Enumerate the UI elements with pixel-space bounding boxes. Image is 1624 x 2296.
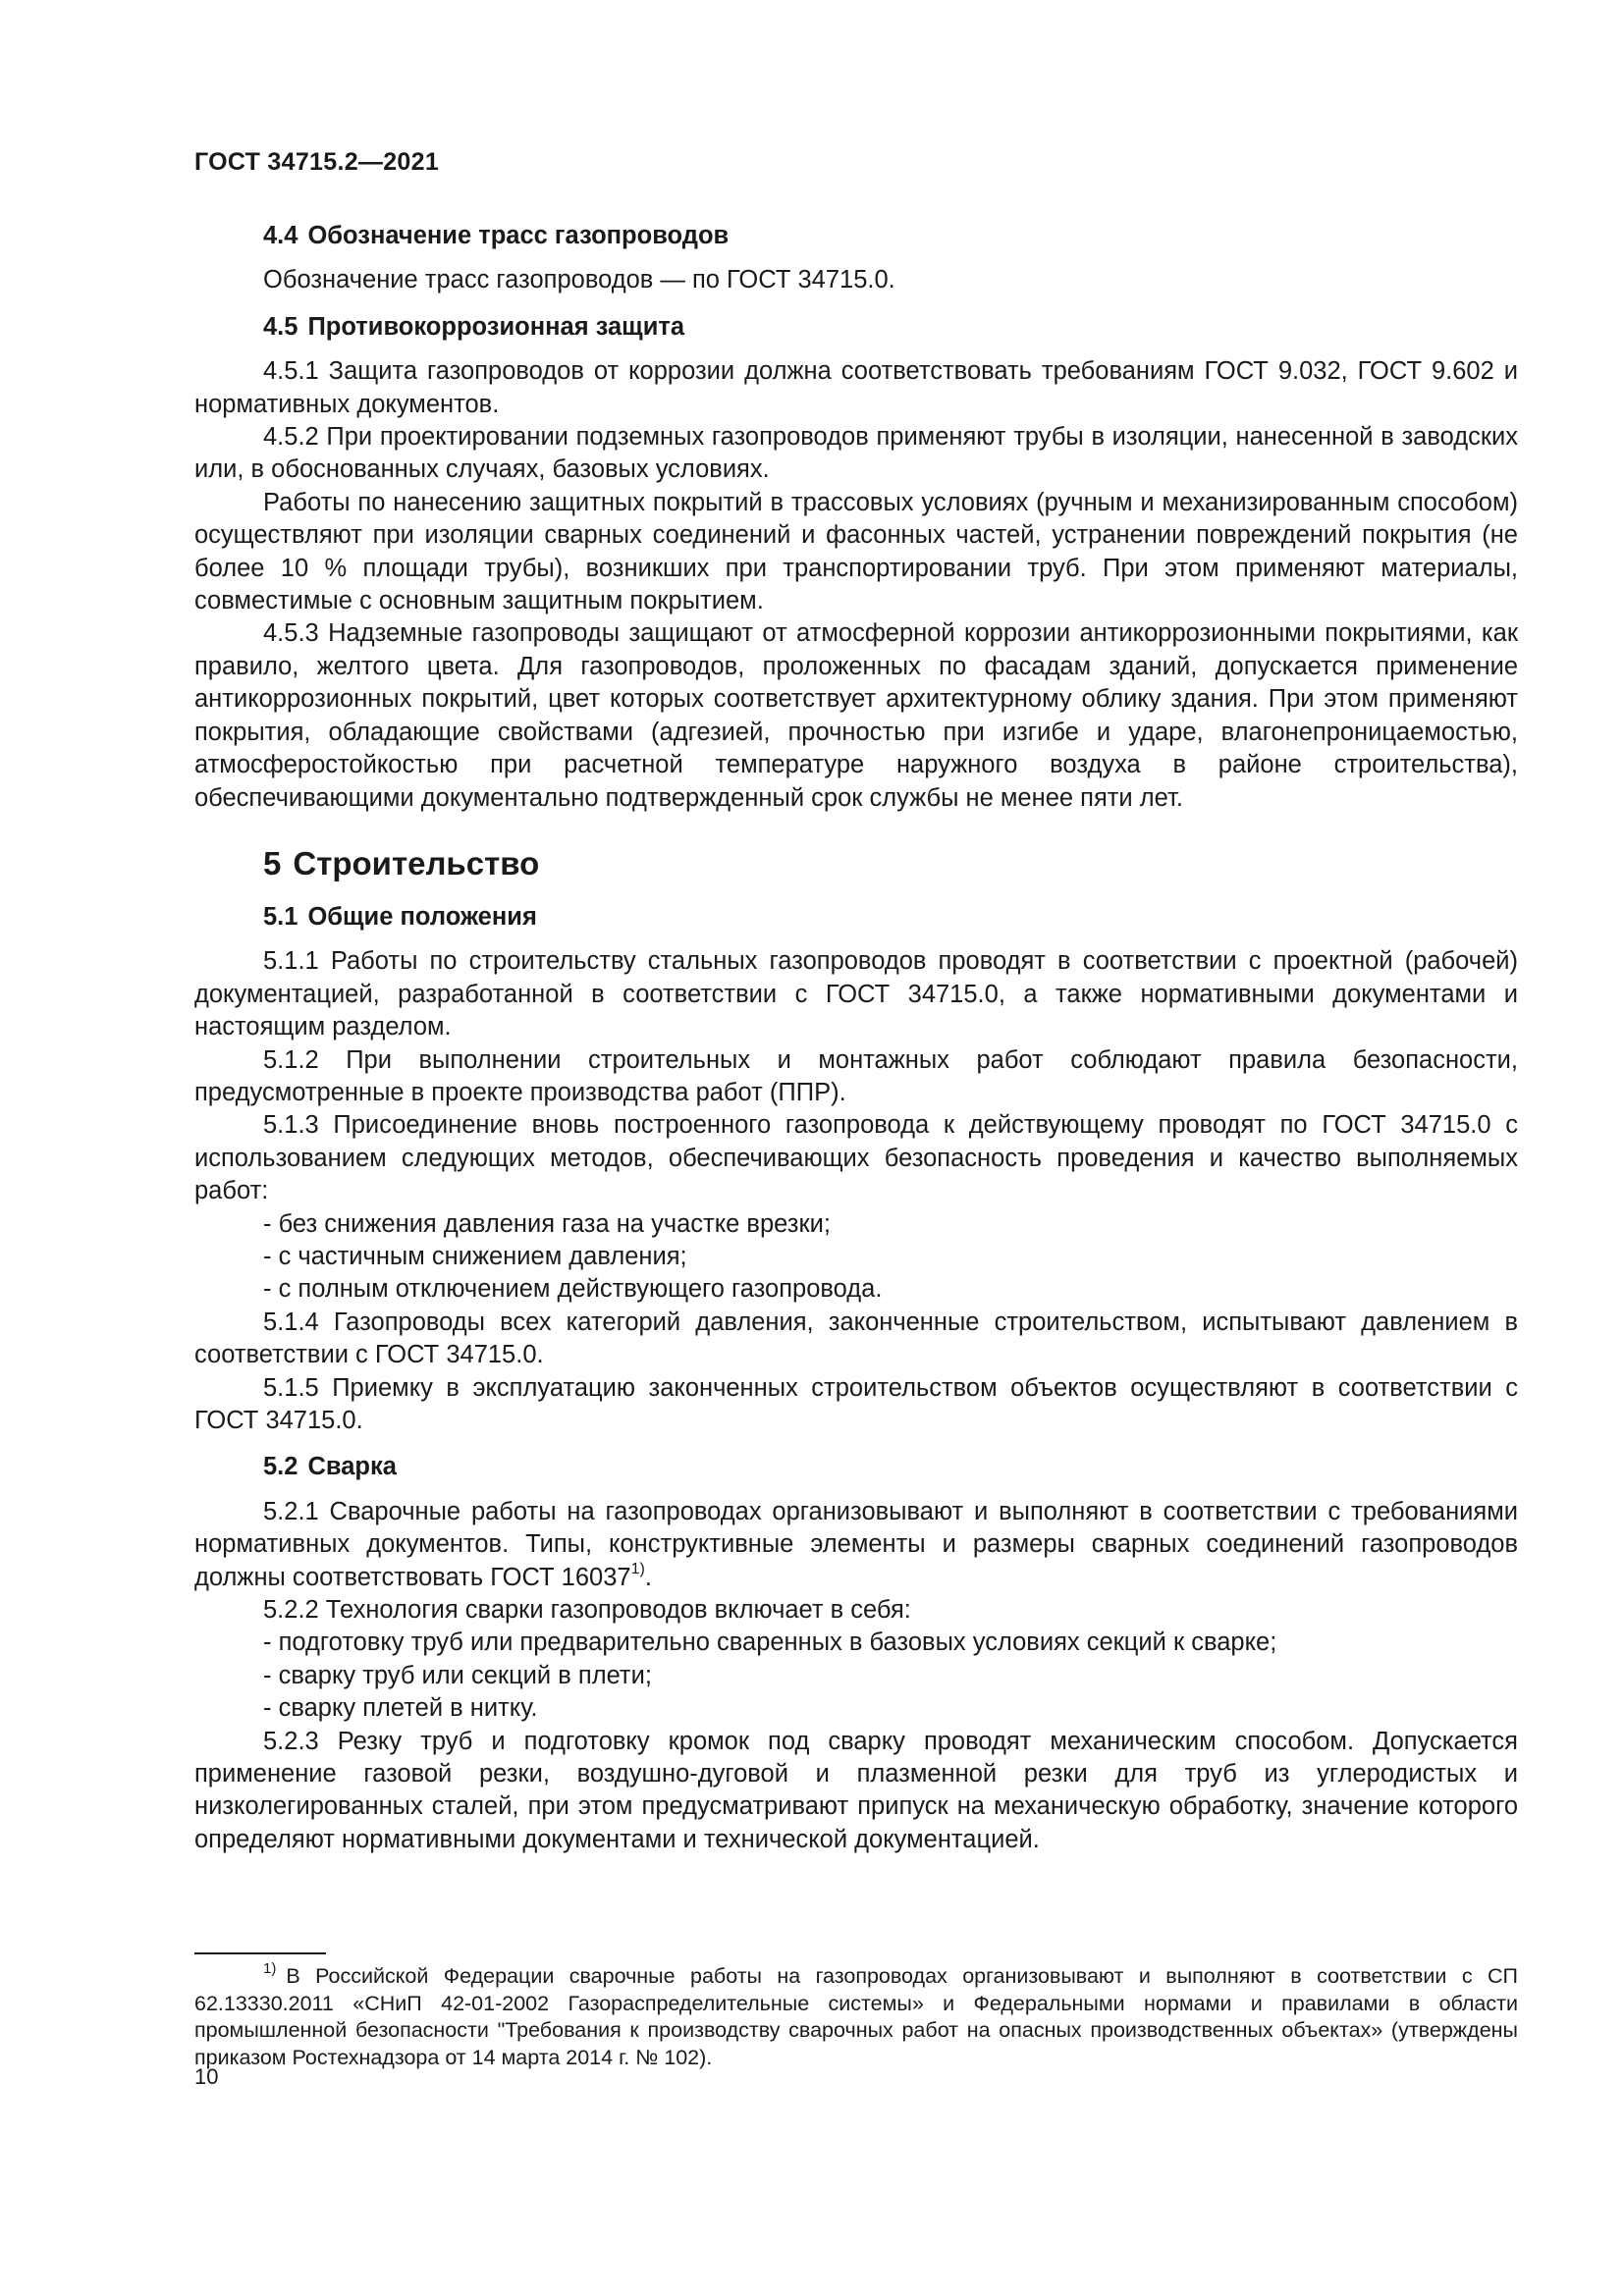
section-number: 5.1 (263, 902, 298, 931)
section-title: Общие положения (307, 902, 537, 931)
section-title: Противокоррозионная защита (307, 312, 685, 341)
section-number: 4.4 (263, 222, 298, 249)
footnote-reference[interactable]: 1) (630, 1561, 645, 1578)
paragraph: Обозначение трасс газопроводов — по ГОСТ 34715.0. (263, 266, 895, 294)
paragraph: 5.1.5 Приемку в эксплуатацию законченных строительством объектов осуществляют в соответствии с ГОСТ 34715.0. (194, 1373, 1518, 1434)
paragraph-text: 5.2.1 Сварочные работы на газопроводах организовывают и выполняют в соответствии с требованиями нормативных документов. Типы, конструктивные элементы и размеры сварных соединений газопроводов должны соответствовать ГОСТ 16037 (194, 1497, 1518, 1591)
chapter-heading-5 (194, 844, 1518, 883)
list-item: - сварку плетей в нитку. (263, 1694, 538, 1723)
list-item: - с частичным снижением давления; (263, 1242, 687, 1270)
page-number: 10 (194, 2064, 219, 2089)
chapter-number: 5 (263, 844, 282, 881)
paragraph (194, 1496, 1518, 1594)
footnote-marker: 1) (263, 1959, 277, 1977)
section-heading-4-4 (194, 220, 1518, 252)
paragraph-end: . (644, 1563, 652, 1591)
paragraph: 5.2.3 Резку труб и подготовку кромок под сварку проводят механическим способом. Допускается применение газовой резки, воздушно-дуговой и плазменной резки для труб из углеродистых и низколегированных сталей, при этом предусматривают припуск на механическую обработку, значение которого определяют нормативными документами и технической документацией. (194, 1727, 1518, 1853)
section-title: Сварка (307, 1453, 397, 1481)
chapter-title: Строительство (293, 844, 540, 881)
section-heading-5-2 (194, 1451, 1518, 1483)
footnote-marker-wrap (194, 1959, 277, 1991)
paragraph: 5.1.3 Присоединение вновь построенного газопровода к действующему проводят по ГОСТ 34715.0 с использованием следующих методов, обеспечивающих безопасность проведения и качество выполняемых работ: (194, 1111, 1518, 1205)
section-title: Обозначение трасс газопроводов (307, 222, 730, 249)
list-item: - с полным отключением действующего газопровода. (263, 1275, 883, 1304)
list-item: - сварку труб или секций в плети; (263, 1661, 652, 1689)
list-item: - без снижения давления газа на участке врезки; (263, 1209, 831, 1238)
footnote (194, 1959, 1518, 2071)
paragraph: 4.5.1 Защита газопроводов от коррозии должна соответствовать требованиям ГОСТ 9.032, ГОСТ 9.602 и нормативных документов. (194, 357, 1518, 418)
paragraph: Работы по нанесению защитных покрытий в трассовых условиях (ручным и механизированным способом) осуществляют при изоляции сварных соединений и фасонных частей, устранении повреждений покрытия (не более 10 % площади трубы), возникших при транспортировании труб. При этом применяют материалы, совместимые с основным защитным покрытием. (194, 488, 1518, 615)
document-body (194, 220, 1518, 1856)
paragraph: 5.1.2 При выполнении строительных и монтажных работ соблюдают правила безопасности, предусмотренные в проекте производства работ (ППР). (194, 1045, 1518, 1106)
paragraph: 5.1.4 Газопроводы всех категорий давления, законченные строительством, испытывают давлением в соответствии с ГОСТ 34715.0. (194, 1308, 1518, 1369)
section-heading-5-1 (194, 901, 1518, 934)
paragraph: 5.1.1 Работы по строительству стальных газопроводов проводят в соответствии с проектной (рабочей) документацией, разработанной в соответствии с ГОСТ 34715.0, а также нормативными документами и настоящим разделом. (194, 947, 1518, 1041)
section-number: 5.2 (263, 1453, 298, 1481)
footnote-divider (194, 1952, 326, 1954)
paragraph: 4.5.3 Надземные газопроводы защищают от атмосферной коррозии антикоррозионными покрытиями, как правило, желтого цвета. Для газопроводов, проложенных по фасадам зданий, допускается применение антикоррозионных покрытий, цвет которых соответствует архитектурному облику здания. При этом применяют покрытия, обладающие свойствами (адгезией, прочностью при изгибе и ударе, влагонепроницаемостью, атмосферостойкостью при расчетной температуре наружного воздуха в районе строительства), обеспечивающими документально подтвержденный срок службы не менее пяти лет. (194, 619, 1518, 812)
section-number: 4.5 (263, 312, 298, 341)
section-heading-4-5 (194, 311, 1518, 344)
paragraph: 5.2.2 Технология сварки газопроводов включает в себя: (263, 1596, 911, 1625)
document-code-header: ГОСТ 34715.2—2021 (194, 148, 440, 176)
footnote-text: В Российской Федерации сварочные работы на газопроводах организовывают и выполняют в соответствии с СП 62.13330.2011 «СНиП 42-01-2002 Газораспределительные системы» и Федеральными нормами и правилами в области промышленной безопасности "Требования к производству сварочных работ на опасных производственных объектах» (утверждены приказом Ростехнадзора от 14 марта 2014 г. № 102). (194, 1964, 1518, 2069)
paragraph: 4.5.2 При проектировании подземных газопроводов применяют трубы в изоляции, нанесенной в заводских или, в обоснованных случаях, базовых условиях. (194, 423, 1518, 484)
list-item: - подготовку труб или предварительно сваренных в базовых условиях секций к сварке; (263, 1629, 1277, 1657)
